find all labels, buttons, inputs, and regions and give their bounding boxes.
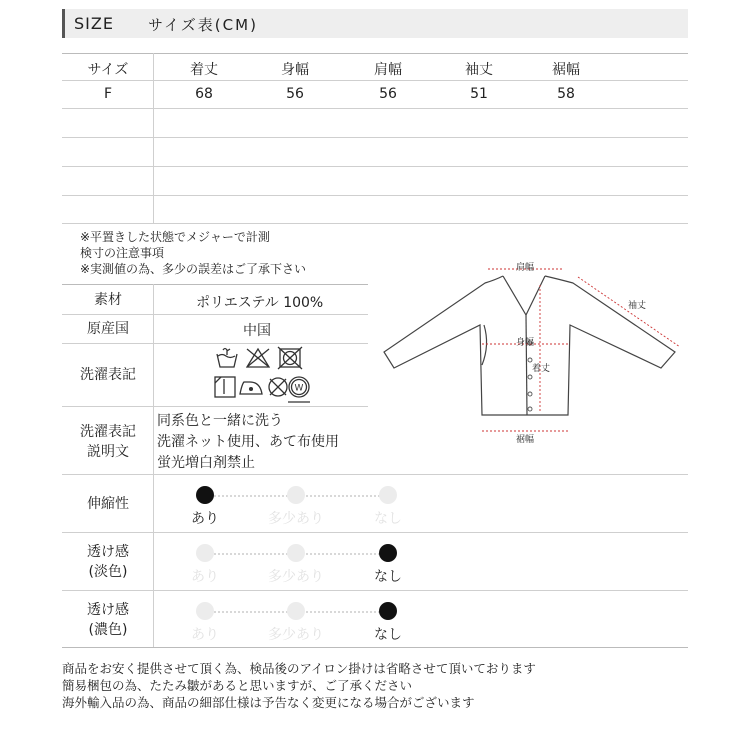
origin-label: 原産国 — [87, 321, 129, 337]
scale-dot-selected — [379, 544, 397, 562]
chest-col-header: 身幅 — [281, 62, 309, 78]
note-line: ※実測値の為、多少の誤差はご了承下さい — [80, 262, 307, 276]
no-bleach-icon — [247, 349, 269, 367]
footer-note: 商品をお安く提供させて頂く為、検品後のアイロン掛けは省略させて頂いております — [62, 661, 536, 676]
cardigan-buttons — [528, 341, 532, 411]
info-bottom-border — [62, 647, 688, 648]
scale-option-label: なし — [374, 511, 402, 527]
wet-clean-letter: W — [294, 383, 304, 394]
note-line: ※平置きした状態でメジャーで計測 — [80, 230, 270, 244]
shoulder-measure-label: 肩幅 — [516, 263, 535, 273]
header-title: SIZE — [74, 14, 114, 33]
shoulder-col-header: 肩幅 — [374, 62, 402, 78]
hem-value: 58 — [557, 86, 575, 102]
info-divider — [62, 532, 688, 533]
note-line: 検寸の注意事項 — [80, 246, 165, 260]
section-header — [62, 9, 688, 38]
footer-note: 簡易梱包の為、たたみ皺があると思いますが、ご了承ください — [62, 678, 413, 693]
hem-col-header: 裾幅 — [552, 62, 580, 78]
info-divider — [62, 474, 688, 475]
measure-lines — [482, 269, 680, 431]
scale-dot-selected — [379, 602, 397, 620]
origin-value: 中国 — [243, 323, 271, 339]
scale-dot-selected — [196, 486, 214, 504]
length-col-header: 着丈 — [190, 62, 218, 78]
scale-option-label: 多少あり — [268, 569, 324, 585]
sleeve-measure-label: 袖丈 — [628, 301, 647, 311]
info-divider — [62, 590, 688, 591]
scale-dot — [196, 602, 214, 620]
scale-option-label: なし — [374, 627, 402, 643]
scale-label — [62, 494, 154, 514]
scale-label — [62, 542, 154, 582]
care-desc-label — [62, 422, 154, 462]
chest-measure-label: 身幅 — [516, 338, 535, 348]
scale-label-line: 透け感 — [87, 544, 129, 560]
care-desc-line: 洗濯ネット使用、あて布使用 — [157, 434, 339, 450]
table-divider — [62, 80, 688, 81]
scale-label — [62, 600, 154, 640]
care-desc-text — [157, 411, 339, 474]
scale-option-label: 多少あり — [268, 511, 324, 527]
shoulder-value: 56 — [379, 86, 397, 102]
care-label: 洗濯表記 — [80, 367, 136, 383]
line-dry-shade-icon — [215, 377, 235, 397]
iron-low-icon — [240, 382, 262, 394]
size-col-header: サイズ — [87, 62, 129, 78]
info-divider — [62, 406, 368, 407]
table-divider — [62, 223, 688, 224]
care-desc-line: 同系色と一緒に洗う — [157, 413, 283, 429]
material-value: ポリエステル 100% — [196, 295, 324, 311]
scale-dot — [287, 544, 305, 562]
scale-dot — [379, 486, 397, 504]
scale-option-label: 多少あり — [268, 627, 324, 643]
header-subtitle: サイズ表(CM) — [148, 16, 258, 34]
header-accent-bar — [62, 9, 65, 38]
scale-option-label: あり — [191, 627, 219, 643]
garment-diagram — [380, 255, 690, 450]
care-desc-label-line: 説明文 — [87, 444, 129, 460]
scale-option-label: あり — [191, 511, 219, 527]
scale-label-line: 伸縮性 — [87, 496, 129, 512]
care-icons — [212, 346, 312, 406]
info-divider — [62, 314, 368, 315]
table-divider — [62, 137, 688, 138]
info-table-top-border — [62, 284, 368, 285]
sleeve-value: 51 — [470, 86, 488, 102]
info-divider — [62, 343, 368, 344]
footer-note: 海外輸入品の為、商品の細部仕様は予告なく変更になる場合がございます — [62, 695, 475, 710]
sleeve-col-header: 袖丈 — [465, 62, 493, 78]
table-divider — [62, 195, 688, 196]
care-desc-line: 蛍光増白剤禁止 — [157, 455, 255, 471]
material-label: 素材 — [94, 292, 122, 308]
table-divider — [62, 166, 688, 167]
care-desc-label-line: 洗濯表記 — [80, 424, 136, 440]
chest-value: 56 — [286, 86, 304, 102]
scale-option-label: なし — [374, 569, 402, 585]
scale-label-line: (淡色) — [88, 564, 128, 580]
table-divider — [62, 108, 688, 109]
hand-wash-icon — [217, 349, 237, 368]
table-top-border — [62, 53, 688, 54]
hem-measure-label: 裾幅 — [516, 435, 535, 445]
length-value: 68 — [195, 86, 213, 102]
scale-dot — [287, 602, 305, 620]
size-value: F — [103, 86, 113, 102]
scale-label-line: (濃色) — [88, 622, 128, 638]
wet-clean-icon — [289, 377, 309, 397]
length-measure-label: 着丈 — [532, 364, 551, 374]
scale-label-line: 透け感 — [87, 602, 129, 618]
no-tumble-dry-icon — [278, 347, 302, 369]
scale-option-label: あり — [191, 569, 219, 585]
no-dry-clean-icon — [269, 378, 287, 396]
scale-dot — [196, 544, 214, 562]
scale-dot — [287, 486, 305, 504]
